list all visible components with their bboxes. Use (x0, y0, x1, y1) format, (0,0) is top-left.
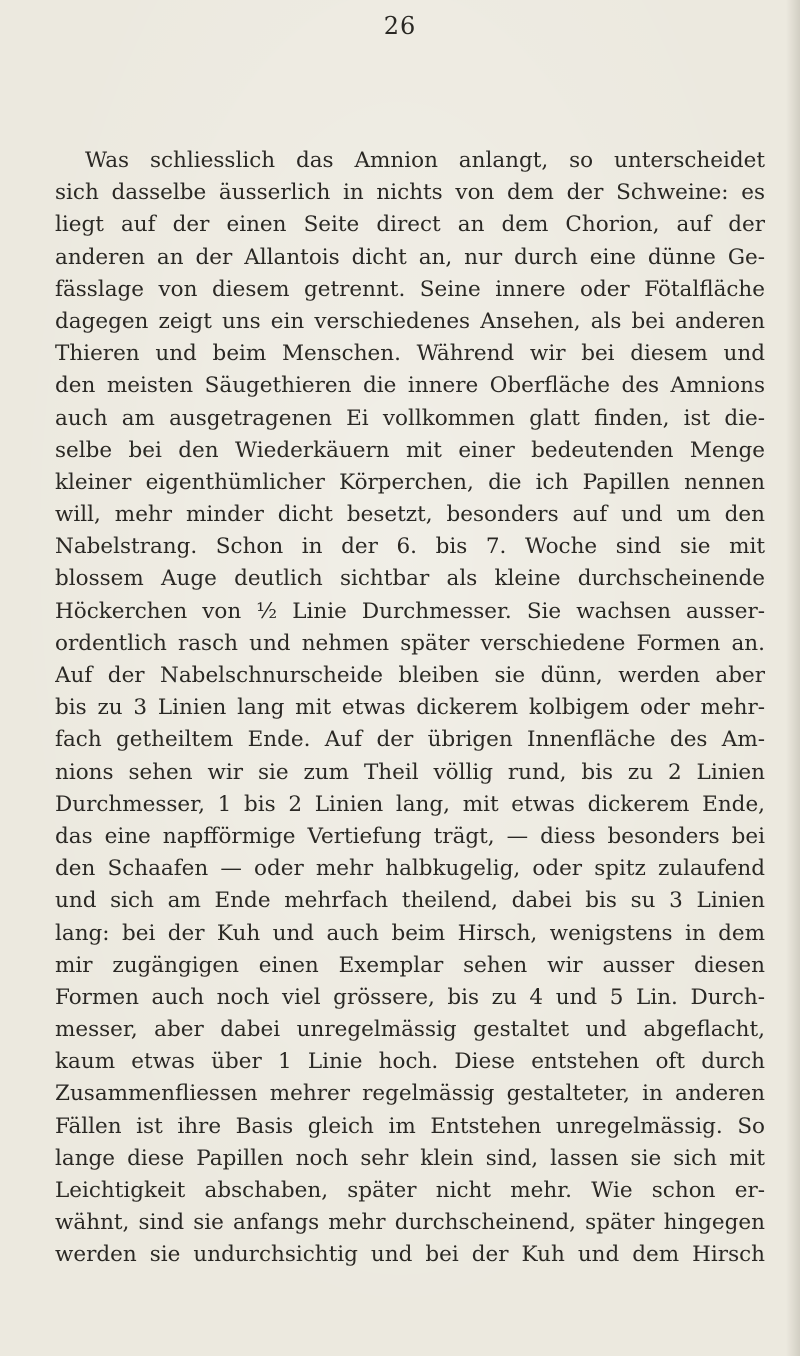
text-line: nions sehen wir sie zum Theil völlig rund, bis zu 2 Linien (55, 759, 765, 785)
text-line: lang: bei der Kuh und auch beim Hirsch, wenigstens in dem (55, 920, 765, 946)
text-line: Fällen ist ihre Basis gleich im Entstehen unregelmässig. So (55, 1113, 765, 1139)
text-line: messer, aber dabei unregelmässig gestaltet und abgeflacht, (55, 1017, 765, 1043)
text-line: fässlage von diesem getrennt. Seine innere oder Fötalfläche (55, 276, 765, 302)
text-line: dagegen zeigt uns ein verschiedenes Ansehen, als bei anderen (55, 308, 765, 334)
text-line: Was schliesslich das Amnion anlangt, so unterscheidet (85, 148, 765, 173)
text-line: Nabelstrang. Schon in der 6. bis 7. Woche sind sie mit (55, 534, 765, 560)
text-line: will, mehr minder dicht besetzt, besonders auf und um den (55, 502, 765, 528)
text-line: wähnt, sind sie anfangs mehr durchscheinend, später hingegen (55, 1210, 765, 1236)
text-line: Höckerchen von ½ Linie Durchmesser. Sie wachsen ausser- (55, 598, 765, 624)
text-line: den meisten Säugethieren die innere Oberfläche des Amnions (55, 373, 765, 399)
text-line: fach getheiltem Ende. Auf der übrigen Innenfläche des Am- (55, 727, 765, 753)
text-line: mir zugängigen einen Exemplar sehen wir ausser diesen (55, 952, 765, 978)
text-line: Formen auch noch viel grössere, bis zu 4 und 5 Lin. Durch- (55, 984, 765, 1010)
text-line: lange diese Papillen noch sehr klein sind, lassen sie sich mit (55, 1145, 765, 1171)
text-line: liegt auf der einen Seite direct an dem Chorion, auf der (55, 212, 765, 238)
text-line: Zusammenfliessen mehrer regelmässig gestalteter, in anderen (55, 1081, 765, 1107)
text-line: anderen an der Allantois dicht an, nur durch eine dünne Ge- (55, 244, 765, 270)
text-line: werden sie undurchsichtig und bei der Kuh und dem Hirsch (55, 1242, 765, 1268)
text-line: bis zu 3 Linien lang mit etwas dickerem kolbigem oder mehr- (55, 695, 765, 721)
text-line: Leichtigkeit abschaben, später nicht mehr. Wie schon er- (55, 1178, 765, 1203)
text-line: und sich am Ende mehrfach theilend, dabei bis su 3 Linien (55, 888, 765, 914)
text-line: blossem Auge deutlich sichtbar als kleine durchscheinende (55, 566, 765, 592)
text-line: sich dasselbe äusserlich in nichts von dem der Schweine: es (55, 180, 765, 206)
text-line: kleiner eigenthümlicher Körperchen, die ich Papillen nennen (55, 469, 765, 495)
text-line: Thieren und beim Menschen. Während wir bei diesem und (55, 341, 765, 367)
text-line: Auf der Nabelschnurscheide bleiben sie dünn, werden aber (55, 663, 765, 688)
page-number: 26 (383, 12, 417, 40)
text-line: das eine napfförmige Vertiefung trägt, — diess besonders bei (55, 823, 765, 849)
text-line: kaum etwas über 1 Linie hoch. Diese entstehen oft durch (55, 1049, 765, 1075)
text-line: ordentlich rasch und nehmen später verschiedene Formen an. (55, 630, 765, 656)
text-line: Durchmesser, 1 bis 2 Linien lang, mit etwas dickerem Ende, (55, 791, 765, 817)
text-line: selbe bei den Wiederkäuern mit einer bedeutenden Menge (55, 437, 765, 463)
text-line: auch am ausgetragenen Ei vollkommen glatt finden, ist die- (55, 405, 765, 431)
page-edge-shadow (786, 0, 800, 1356)
text-line: den Schaafen — oder mehr halbkugelig, oder spitz zulaufend (55, 856, 765, 882)
body-text (55, 145, 765, 1272)
